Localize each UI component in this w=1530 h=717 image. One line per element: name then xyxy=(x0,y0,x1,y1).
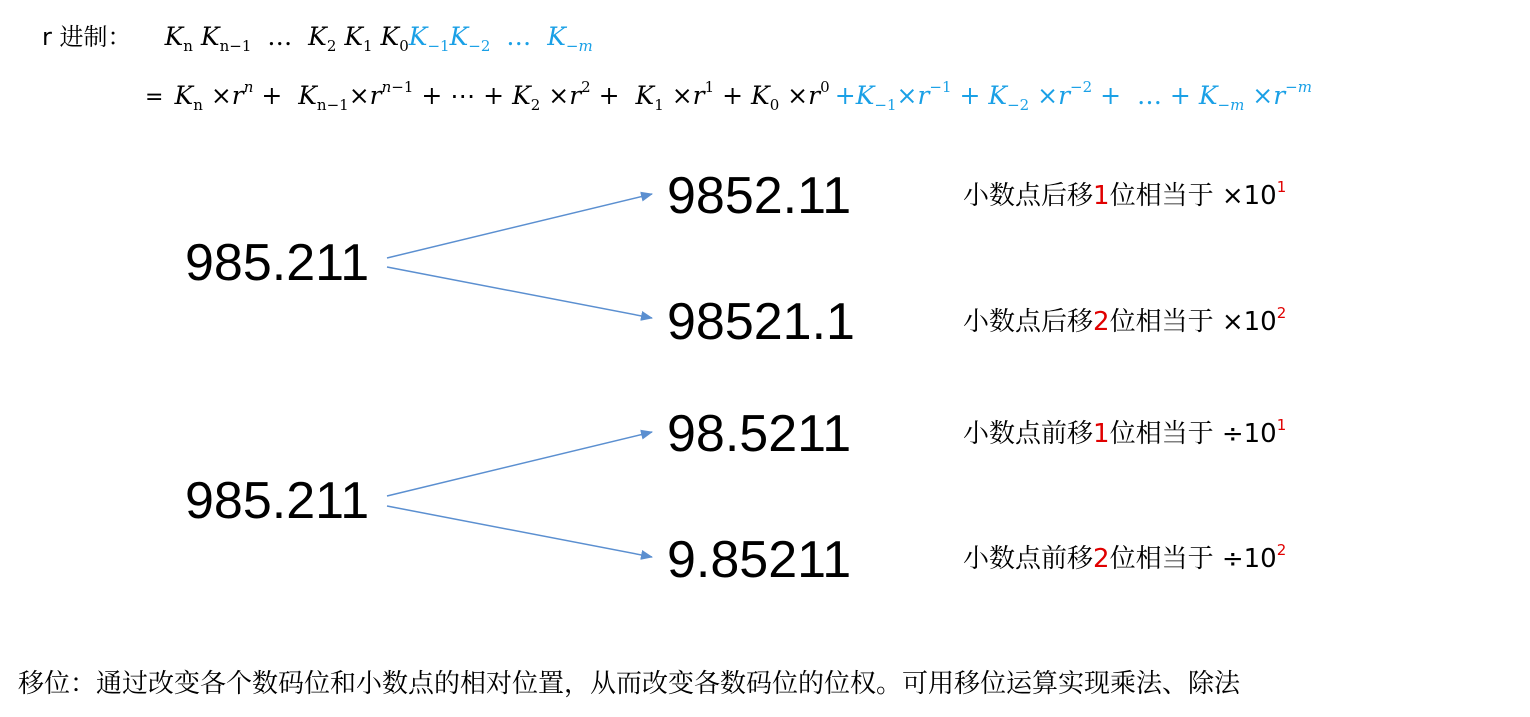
note-prefix: 小数点前移 xyxy=(963,419,1094,449)
footer-description: 移位：通过改变各个数码位和小数点的相对位置，从而改变各数码位的位权。可用移位运算实现乘法、除法 xyxy=(18,669,1241,699)
note-suffix: 位相当于 ÷10 xyxy=(1109,544,1277,574)
formula-integer-digits: $K_n$ $K_{n-1}$ … $K_2$ $K_1$ $K_0$ xyxy=(164,22,409,55)
arrow-to-98-5211 xyxy=(387,432,652,496)
note-shift-right-2 xyxy=(963,306,1286,335)
result-number-98-5211: 98.5211 xyxy=(667,405,852,463)
note-digit: 2 xyxy=(1093,307,1110,337)
note-suffix: 位相当于 ×10 xyxy=(1109,307,1277,337)
source-number-1: 985.211 xyxy=(185,234,370,292)
note-digit: 1 xyxy=(1093,181,1110,211)
note-digit: 2 xyxy=(1093,544,1110,574)
equals-sign: = xyxy=(145,85,164,110)
formula-fraction-expansion: $+K_{-1}\times r^{-1} + K_{-2} \times r^{-2}$ + … + $K_{-m} \times r^{-m}$ xyxy=(834,78,1312,114)
note-exponent: 2 xyxy=(1276,304,1287,322)
source-number-2: 985.211 xyxy=(185,472,370,530)
note-prefix: 小数点后移 xyxy=(963,307,1094,337)
arrow-to-9-85211 xyxy=(387,506,652,557)
note-exponent: 1 xyxy=(1276,416,1287,434)
note-shift-left-2 xyxy=(963,543,1286,572)
note-suffix: 位相当于 ×10 xyxy=(1109,181,1277,211)
note-exponent: 1 xyxy=(1276,178,1287,196)
formula-integer-expansion: $K_n \times r^n + K_{n-1}\times r^{n-1}$ + ⋯ + $K_2 \times r^2 + K_1 \times r^1 + K_0 \times r^0$ xyxy=(174,78,830,114)
result-number-98521-1: 98521.1 xyxy=(667,293,855,351)
radix-label: r 进制： xyxy=(42,23,132,51)
note-digit: 1 xyxy=(1093,419,1110,449)
note-shift-left-1 xyxy=(963,418,1286,447)
note-prefix: 小数点后移 xyxy=(963,181,1094,211)
note-suffix: 位相当于 ÷10 xyxy=(1109,419,1277,449)
result-number-9852-11: 9852.11 xyxy=(667,167,852,225)
formula-fraction-digits: $K_{-1}K_{-2}$ … $K_{-m}$ xyxy=(408,22,593,55)
note-shift-right-1 xyxy=(963,180,1286,209)
arrow-to-9852-11 xyxy=(387,194,652,258)
note-exponent: 2 xyxy=(1276,541,1287,559)
note-prefix: 小数点前移 xyxy=(963,544,1094,574)
result-number-9-85211: 9.85211 xyxy=(667,531,852,589)
arrow-to-98521-1 xyxy=(387,267,652,318)
